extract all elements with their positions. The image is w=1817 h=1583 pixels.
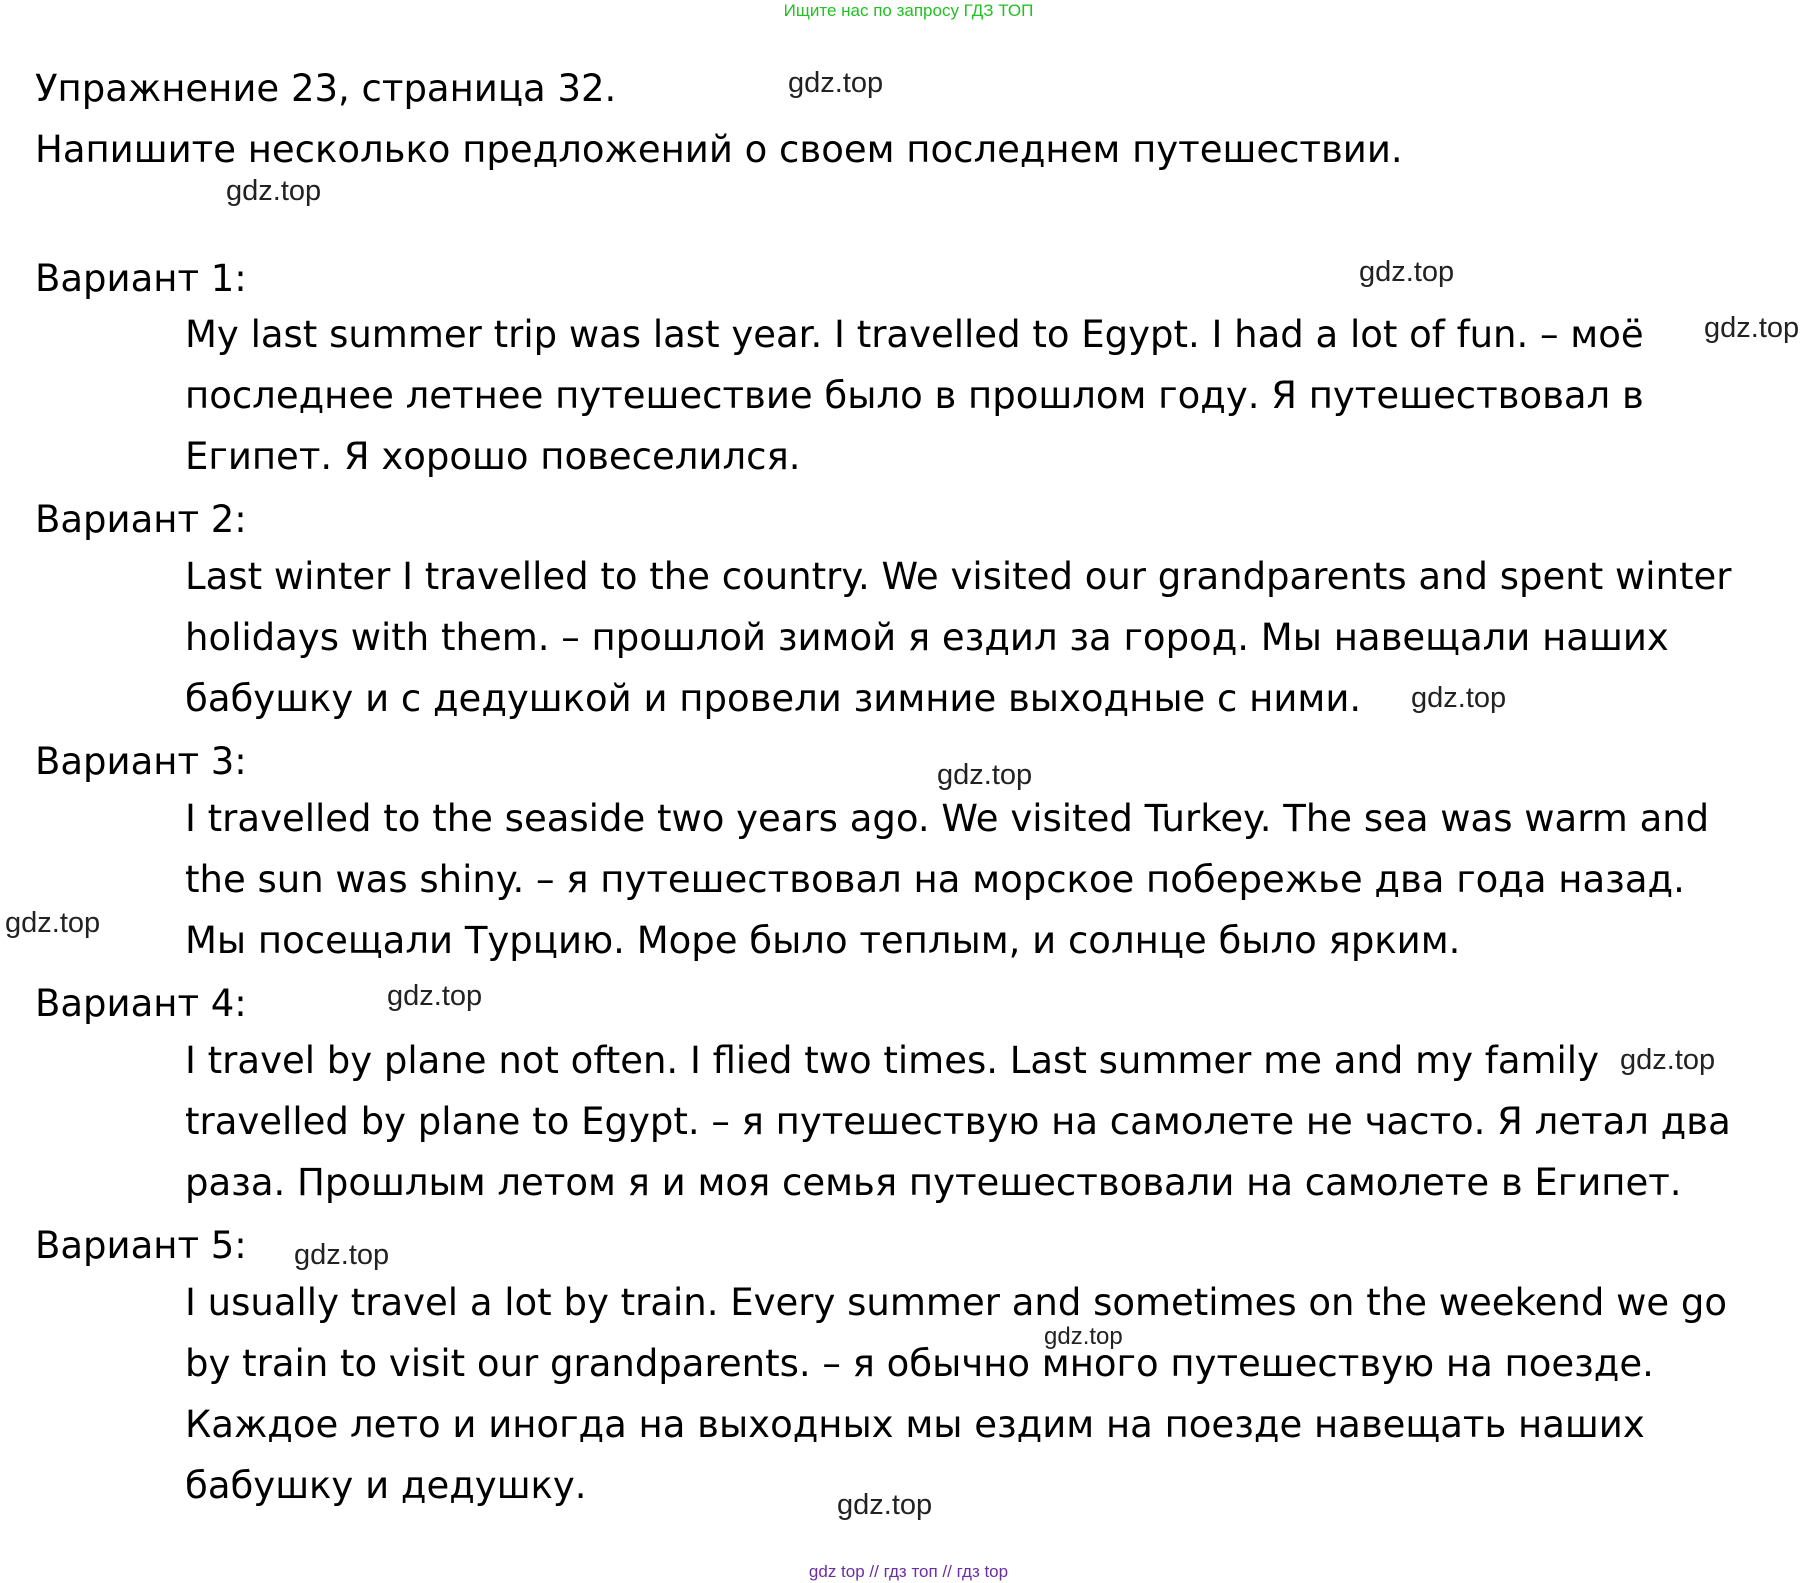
variant-1-label: Вариант 1: xyxy=(35,257,247,300)
watermark: gdz.top xyxy=(937,759,1033,791)
watermark: gdz.top xyxy=(1620,1044,1716,1076)
variant-2-label: Вариант 2: xyxy=(35,498,247,541)
variant-3-label: Вариант 3: xyxy=(35,740,247,783)
variant-4-label: Вариант 4: xyxy=(35,982,247,1025)
variant-3-text: I travelled to the seaside two years ago. We visited Turkey. The sea was warm and the sun was shiny. – я путешествовал на морское побережье два года назад. Мы посещали Турцию. Море было теплым, и солнце было ярким. xyxy=(185,797,1710,962)
exercise-heading: Упражнение 23, страница 32. xyxy=(35,67,617,110)
watermark: gdz.top xyxy=(5,907,101,939)
variant-5-label: Вариант 5: xyxy=(35,1224,247,1267)
watermark: gdz.top xyxy=(1704,312,1800,344)
watermark: gdz.top xyxy=(294,1239,390,1271)
watermark: gdz.top xyxy=(1359,256,1455,288)
watermark: gdz.top xyxy=(226,175,322,207)
watermark: gdz.top xyxy=(1044,1323,1123,1350)
watermark: gdz.top xyxy=(837,1489,933,1521)
variant-5-text: I usually travel a lot by train. Every summer and sometimes on the weekend we go by train to visit our grandparents. – я обычно много путешествую на поезде. Каждое лето и иногда на выходных мы ездим на поезде навещать наших бабушку и дедушку. xyxy=(185,1281,1728,1507)
watermark: gdz.top xyxy=(788,67,884,99)
watermark: gdz.top xyxy=(1411,682,1507,714)
variant-2-text: Last winter I travelled to the country. We visited our grandparents and spent winter holidays with them. – прошлой зимой я ездил за город. Мы навещали наших бабушку и с дедушкой и провели зимние выходные с ними. xyxy=(185,555,1732,720)
variant-4-text: I travel by plane not often. I flied two times. Last summer me and my family travelled by plane to Egypt. – я путешествую на самолете не часто. Я летал два раза. Прошлым летом я и моя семья путешествовали на самолете в Египет. xyxy=(185,1039,1731,1204)
footer: gdz top // гдз топ // гдз top xyxy=(808,1562,1009,1581)
watermark: gdz.top xyxy=(387,980,483,1012)
variant-1-text: My last summer trip was last year. I travelled to Egypt. I had a lot of fun. – моё последнее летнее путешествие было в прошлом году. Я путешествовал в Египет. Я хорошо повеселился. xyxy=(185,313,1644,478)
top-banner: Ищите нас по запросу ГДЗ ТОП xyxy=(783,1,1034,20)
exercise-instruction: Напишите несколько предложений о своем последнем путешествии. xyxy=(35,128,1403,171)
